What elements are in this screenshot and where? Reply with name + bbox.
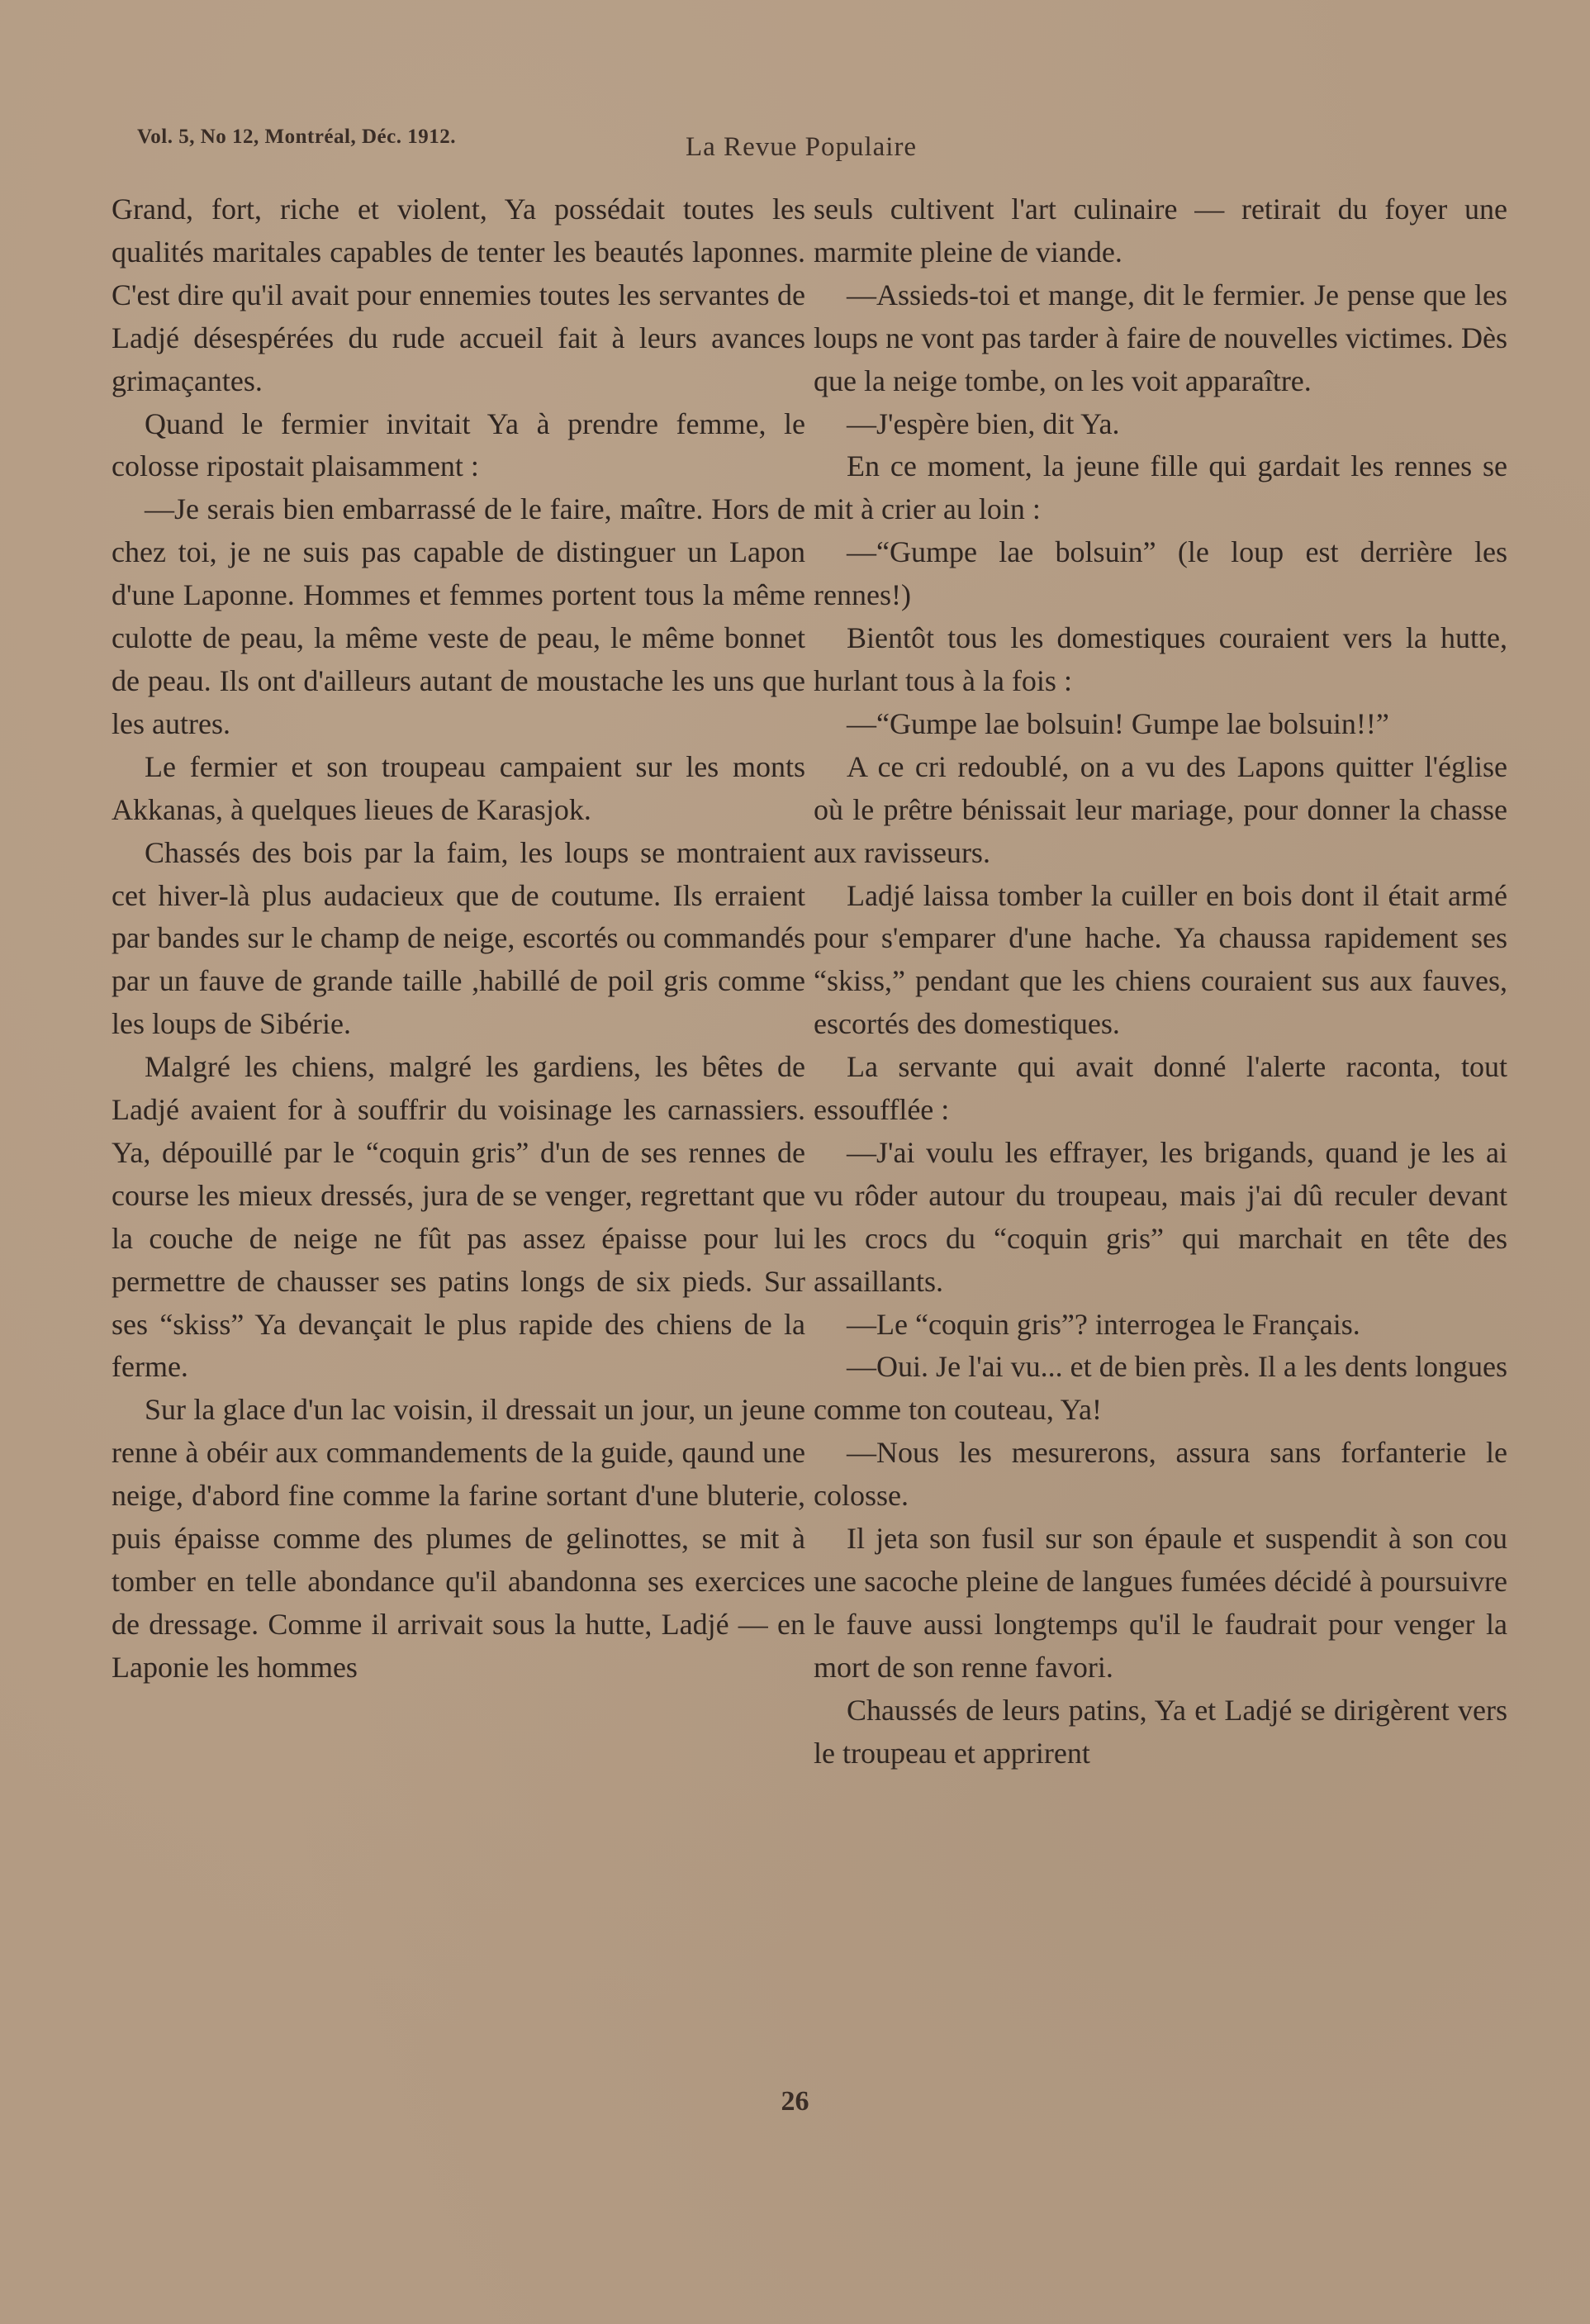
paragraph: —Oui. Je l'ai vu... et de bien près. Il a les dents longues comme ton couteau, Ya! xyxy=(814,1350,1507,1427)
paragraph: Grand, fort, riche et violent, Ya possédait toutes les qualités maritales capables de tenter les beautés laponnes. C'est dire qu'il avait pour ennemies toutes les servantes de Ladjé désespérées du rude accueil fait à leurs avances grimaçantes. xyxy=(112,192,805,397)
paragraph: —Assieds-toi et mange, dit le fermier. Je pense que les loups ne vont pas tarder à faire de nouvelles victimes. Dès que la neige tombe, on les voit apparaître. xyxy=(814,278,1507,397)
issue-info: Vol. 5, No 12, Montréal, Déc. 1912. xyxy=(137,126,456,148)
magazine-title: La Revue Populaire xyxy=(686,132,918,162)
left-column xyxy=(112,188,805,2080)
paragraph: Sur la glace d'un lac voisin, il dressait un jour, un jeune renne à obéir aux commandements de la guide, qaund une neige, d'abord fine comme la farine sortant d'une bluterie, puis épaisse comme des plumes de gelinottes, se mit à tomber en telle abondance qu'il abandonna ses exercices de dressage. Comme il arrivait sous la hutte, Ladjé — en Laponie les hommes xyxy=(112,1393,805,1684)
paragraph: Il jeta son fusil sur son épaule et suspendit à son cou une sacoche pleine de langues fumées décidé à poursuivre le fauve aussi longtemps qu'il le faudrait pour venger la mort de son renne favori. xyxy=(814,1522,1507,1684)
paragraph: A ce cri redoublé, on a vu des Lapons quitter l'église où le prêtre bénissait leur mariage, pour donner la chasse aux ravisseurs. xyxy=(814,749,1507,869)
paragraph: Le fermier et son troupeau campaient sur les monts Akkanas, à quelques lieues de Karasjok. xyxy=(112,749,805,826)
paragraph: Chassés des bois par la faim, les loups se montraient cet hiver-là plus audacieux que de coutume. Ils erraient par bandes sur le champ de neige, escortés ou commandés par un fauve de grande taille ,habillé de poil gris comme les loups de Sibérie. xyxy=(112,835,805,1041)
paragraph: —Le “coquin gris”? interrogea le Français. xyxy=(847,1307,1360,1341)
paragraph: —Je serais bien embarrassé de le faire, maître. Hors de chez toi, je ne suis pas capable de distinguer un Lapon d'une Laponne. Hommes et femmes portent tous la même culotte de peau, la même veste de peau, le même bonnet de peau. Ils ont d'ailleurs autant de moustache les uns que les autres. xyxy=(112,492,805,740)
paragraph: —“Gumpe lae bolsuin! Gumpe lae bolsuin!!” xyxy=(847,706,1389,740)
paragraph: Chaussés de leurs patins, Ya et Ladjé se dirigèrent vers le troupeau et apprirent xyxy=(814,1693,1507,1770)
paragraph: Ladjé laissa tomber la cuiller en bois dont il était armé pour s'emparer d'une hache. Ya chaussa rapidement ses “skiss,” pendant que les chiens couraient sus aux fauves, escortés des domestiques. xyxy=(814,878,1507,1041)
paragraph: —Nous les mesurerons, assura sans forfanterie le colosse. xyxy=(814,1436,1507,1513)
paragraph: La servante qui avait donné l'alerte raconta, tout essoufflée : xyxy=(814,1050,1507,1127)
paragraph: En ce moment, la jeune fille qui gardait les rennes se mit à crier au loin : xyxy=(814,449,1507,526)
page-number: 26 xyxy=(781,2086,809,2117)
paragraph: seuls cultivent l'art culinaire — retirait du foyer une marmite pleine de viande. xyxy=(814,192,1507,269)
paragraph: —“Gumpe lae bolsuin” (le loup est derrière les rennes!) xyxy=(814,535,1507,612)
paragraph: Malgré les chiens, malgré les gardiens, les bêtes de Ladjé avaient for à souffrir du voisinage les carnassiers. Ya, dépouillé par le “coquin gris” d'un de ses rennes de course les mieux dressés, jura de se venger, regrettant que la couche de neige ne fût pas assez épaisse pour lui permettre de chausser ses patins longs de six pieds. Sur ses “skiss” Ya devançait le plus rapide des chiens de la ferme. xyxy=(112,1050,805,1384)
paragraph: Quand le fermier invitait Ya à prendre femme, le colosse ripostait plaisamment : xyxy=(112,406,805,483)
paragraph: —J'ai voulu les effrayer, les brigands, quand je les ai vu rôder autour du troupeau, mais j'ai dû reculer devant les crocs du “coquin gris” qui marchait en tête des assaillants. xyxy=(814,1135,1507,1298)
paragraph: Bientôt tous les domestiques couraient vers la hutte, hurlant tous à la fois : xyxy=(814,621,1507,697)
right-column xyxy=(814,188,1507,2080)
paragraph: —J'espère bien, dit Ya. xyxy=(847,406,1120,440)
